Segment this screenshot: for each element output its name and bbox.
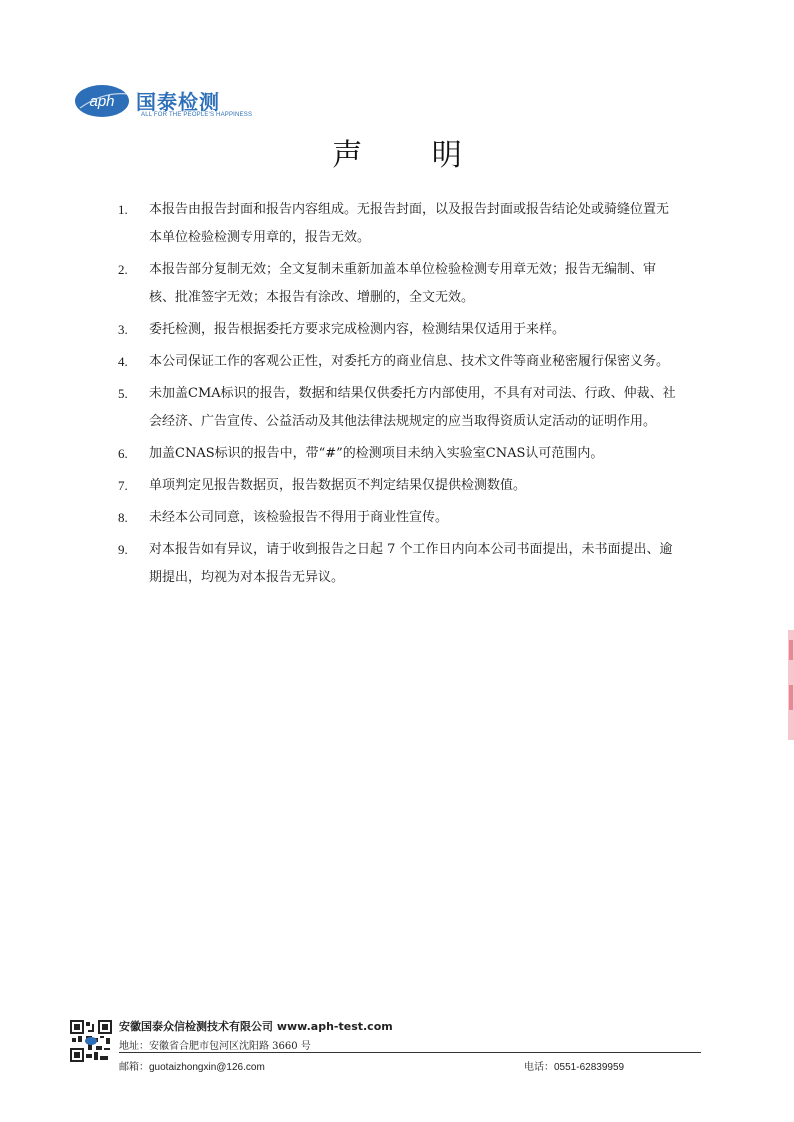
footer-divider	[119, 1052, 701, 1053]
phone-value: 0551-62839959	[554, 1062, 625, 1073]
item-text: 单项判定见报告数据页，报告数据页不判定结果仅提供检测数值。	[149, 478, 527, 493]
address-value: 安徽省合肥市包河区沈阳路 3660 号	[149, 1041, 311, 1052]
email-value: guotaizhongxin@126.com	[149, 1062, 265, 1073]
email-label: 邮箱：	[119, 1062, 149, 1073]
svg-text:aph: aph	[89, 93, 115, 110]
phone-label: 电话：	[524, 1062, 554, 1073]
brand-name: 国泰检测	[136, 90, 220, 114]
qr-code-icon	[70, 1020, 112, 1062]
item-number: 2.	[118, 262, 128, 277]
list-item	[118, 316, 678, 344]
list-item	[118, 348, 678, 376]
list-item	[118, 380, 678, 436]
company-name: 安徽国泰众信检测技术有限公司 www.aph-test.com	[119, 1020, 393, 1033]
item-text: 本公司保证工作的客观公正性，对委托方的商业信息、技术文件等商业秘密履行保密义务。	[149, 354, 670, 369]
statement-list	[118, 196, 678, 596]
address-label: 地址：	[119, 1041, 149, 1052]
aph-logo-icon	[74, 84, 130, 118]
seam-stamp-edge	[786, 630, 794, 740]
list-item	[118, 440, 678, 468]
brand-slogan: ALL FOR THE PEOPLE'S HAPPINESS	[141, 112, 253, 118]
page-footer	[70, 1018, 710, 1078]
company-email	[119, 1058, 265, 1073]
item-text: 委托检测，报告根据委托方要求完成检测内容，检测结果仅适用于来样。	[149, 322, 566, 337]
item-number: 7.	[118, 478, 128, 493]
item-text: 加盖CNAS标识的报告中，带“#”的检测项目未纳入实验室CNAS认可范围内。	[149, 446, 604, 461]
item-number: 1.	[118, 202, 128, 217]
company-phone	[524, 1058, 624, 1073]
list-item	[118, 504, 678, 532]
item-number: 6.	[118, 446, 128, 461]
list-item	[118, 256, 678, 312]
company-address	[119, 1037, 311, 1052]
item-text: 本报告部分复制无效；全文复制未重新加盖本单位检验检测专用章无效；报告无编制、审核、批准签字无效；本报告有涂改、增删的，全文无效。	[149, 262, 657, 305]
item-number: 4.	[118, 354, 128, 369]
page-title: 声 明	[332, 138, 492, 173]
list-item	[118, 472, 678, 500]
item-number: 3.	[118, 322, 128, 337]
item-text: 未加盖CMA标识的报告，数据和结果仅供委托方内部使用，不具有对司法、行政、仲裁、社会经济、广告宣传、公益活动及其他法律法规规定的应当取得资质认定活动的证明作用。	[149, 386, 676, 429]
item-number: 5.	[118, 386, 128, 401]
item-text: 本报告由报告封面和报告内容组成。无报告封面，以及报告封面或报告结论处或骑缝位置无本单位检验检测专用章的，报告无效。	[149, 202, 670, 245]
item-text: 对本报告如有异议，请于收到报告之日起 7 个工作日内向本公司书面提出，未书面提出、逾期提出，均视为对本报告无异议。	[149, 542, 673, 585]
item-text: 未经本公司同意，该检验报告不得用于商业性宣传。	[149, 510, 449, 525]
item-number: 9.	[118, 542, 128, 557]
list-item	[118, 196, 678, 252]
list-item	[118, 536, 678, 592]
item-number: 8.	[118, 510, 128, 525]
